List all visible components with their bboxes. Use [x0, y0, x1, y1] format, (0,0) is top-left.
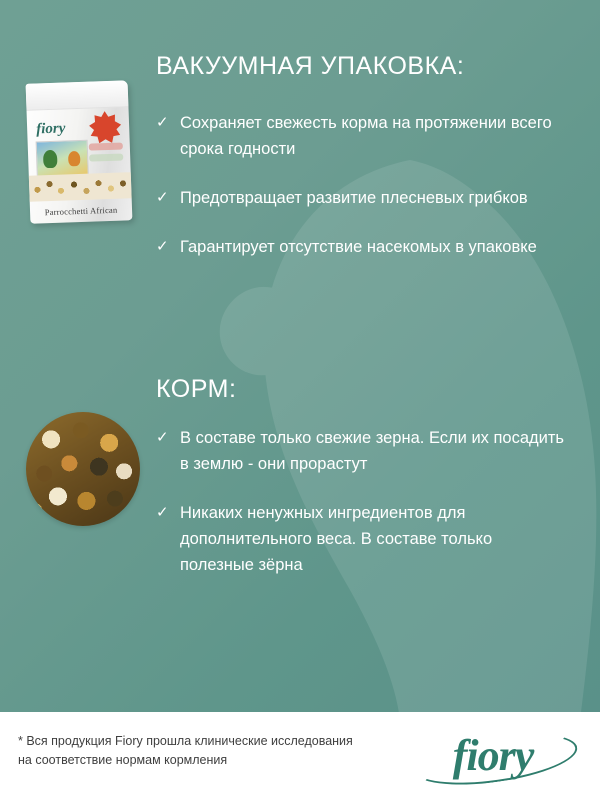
product-pack-image: [22, 78, 140, 228]
pack-brand-label: fiory: [35, 120, 66, 138]
list-item: [156, 234, 576, 260]
brand-logo: [408, 730, 578, 782]
footnote-text: * Вся продукция Fiory прошла клинические исследования на соответствие нормам кормления: [18, 734, 353, 767]
check-icon: ✓: [156, 114, 169, 131]
list-item-text: Никаких ненужных ингредиентов для дополнительного веса. В составе только полезные зёрна: [180, 504, 493, 574]
list-item-text: Сохраняет свежесть корма на протяжении всего срока годности: [180, 114, 552, 158]
section-heading-vacuum: ВАКУУМНАЯ УПАКОВКА:: [156, 52, 465, 80]
check-icon: ✓: [156, 429, 169, 446]
bullet-list-vacuum: [156, 110, 576, 283]
list-item-text: Предотвращает развитие плесневых грибков: [180, 189, 528, 207]
check-icon: ✓: [156, 238, 169, 255]
pack-seal-group: [89, 142, 124, 165]
pack-seal-icon: [89, 142, 123, 150]
pack-grain-strip: [29, 172, 132, 202]
pack-bird-photo: [36, 140, 89, 178]
bullet-list-feed: [156, 425, 566, 601]
list-item: [156, 110, 576, 162]
list-item: [156, 185, 576, 211]
list-item: [156, 500, 566, 578]
list-item: [156, 425, 566, 477]
pack-product-name: Parrocchetti African: [44, 204, 118, 218]
check-icon: ✓: [156, 189, 169, 206]
check-icon: ✓: [156, 504, 169, 521]
feed-photo-circle: [26, 412, 140, 526]
pack-bag: [26, 80, 133, 223]
list-item-text: Гарантирует отсутствие насекомых в упаковке: [180, 238, 537, 256]
pack-bag-top: [26, 80, 129, 111]
section-heading-feed: КОРМ:: [156, 375, 237, 403]
brand-logo-text: fiory: [452, 731, 534, 780]
footer-bar: [0, 712, 600, 800]
pack-starburst-icon: [89, 111, 122, 144]
list-item-text: В составе только свежие зерна. Если их посадить в землю - они прорастут: [180, 429, 565, 473]
pack-seal-icon: [89, 153, 123, 161]
